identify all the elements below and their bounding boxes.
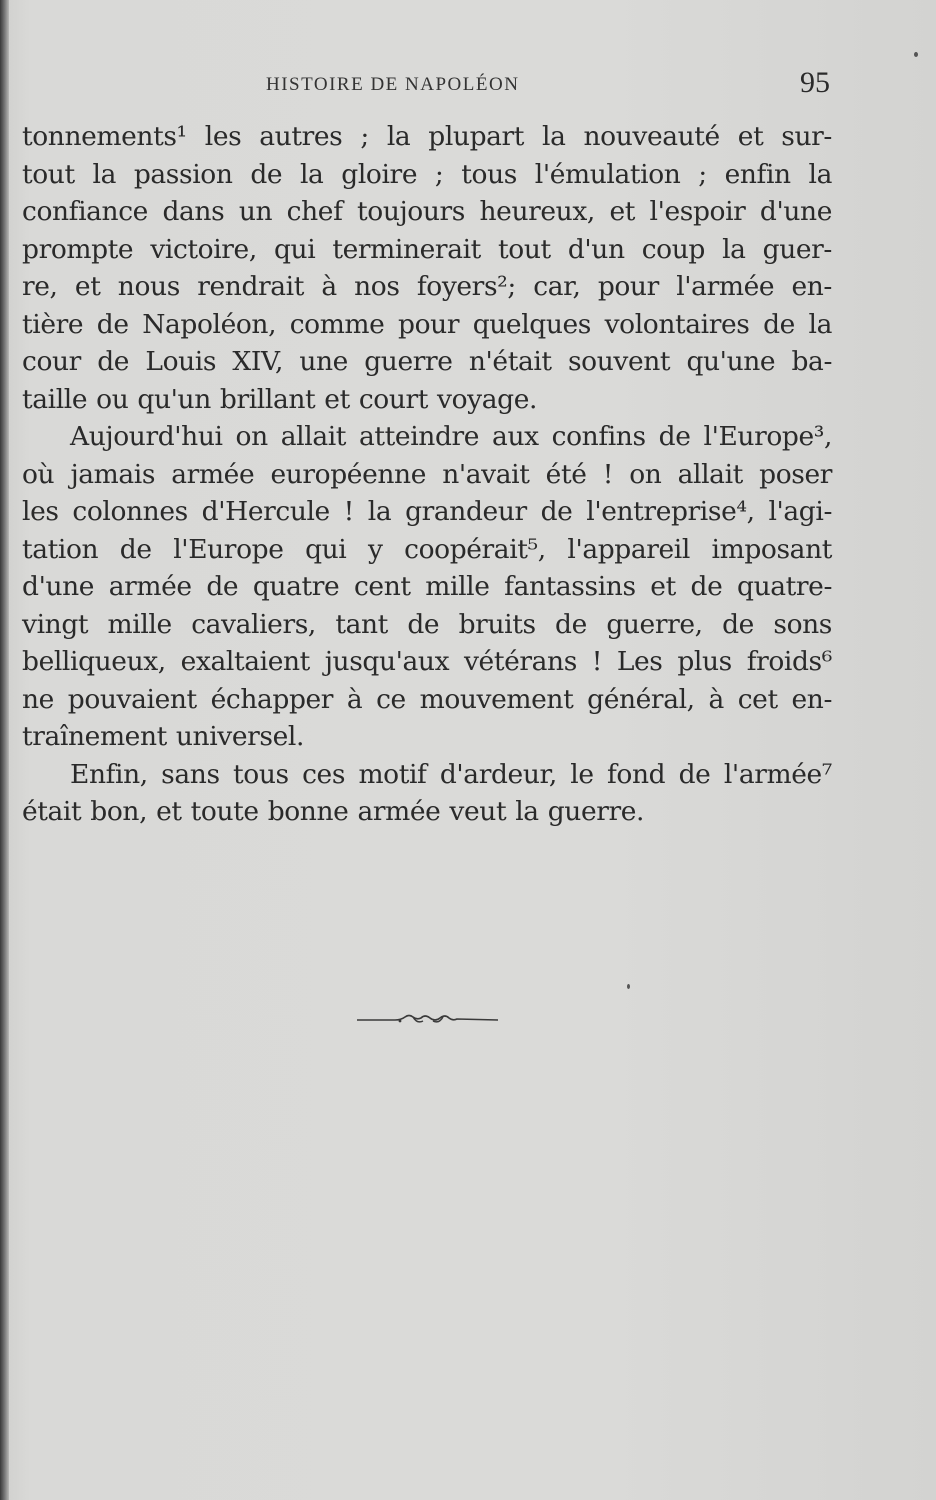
text-line: prompte victoire, qui terminerait tout d'un coup la guer- xyxy=(22,233,832,265)
page-number: 95 xyxy=(800,66,830,99)
text-line: où jamais armée européenne n'avait été ! on allait poser xyxy=(22,458,832,490)
text-line: traînement universel. xyxy=(22,721,305,752)
text-line: tation de l'Europe qui y coopérait⁵, l'appareil imposant xyxy=(22,533,832,565)
page-header xyxy=(0,66,936,106)
text-line: cour de Louis XIV, une guerre n'était souvent qu'une ba- xyxy=(22,346,832,377)
body-text xyxy=(22,118,832,831)
text-line: les colonnes d'Hercule ! la grandeur de l'entreprise⁴, l'agi- xyxy=(22,496,832,527)
text-line: belliqueux, exaltaient jusqu'aux vétérans ! Les plus froids⁶ xyxy=(22,646,832,677)
text-line: ne pouvaient échapper à ce mouvement général, à cet en- xyxy=(22,683,832,715)
speck xyxy=(914,52,918,57)
speck xyxy=(627,984,630,989)
running-title: HISTOIRE DE NAPOLÉON xyxy=(266,74,520,95)
text-line: tout la passion de la gloire ; tous l'émulation ; enfin la xyxy=(22,158,832,190)
text-line: d'une armée de quatre cent mille fantassins et de quatre- xyxy=(22,571,832,602)
text-line: Aujourd'hui on allait atteindre aux confins de l'Europe³, xyxy=(70,421,832,452)
text-line: re, et nous rendrait à nos foyers²; car, pour l'armée en- xyxy=(22,271,832,302)
tailpiece-ornament-icon xyxy=(355,1008,500,1030)
text-line: tière de Napoléon, comme pour quelques volontaires de la xyxy=(22,308,832,340)
text-line: tonnements¹ les autres ; la plupart la nouveauté et sur- xyxy=(22,121,832,152)
text-line: taille ou qu'un brillant et court voyage. xyxy=(22,383,538,415)
text-line: vingt mille cavaliers, tant de bruits de guerre, de sons xyxy=(22,608,832,640)
text-line: Enfin, sans tous ces motif d'ardeur, le fond de l'armée⁷ xyxy=(70,758,832,790)
text-line: était bon, et toute bonne armée veut la guerre. xyxy=(22,796,645,827)
book-spine-shadow xyxy=(0,0,9,1500)
text-line: confiance dans un chef toujours heureux, et l'espoir d'une xyxy=(22,196,832,227)
